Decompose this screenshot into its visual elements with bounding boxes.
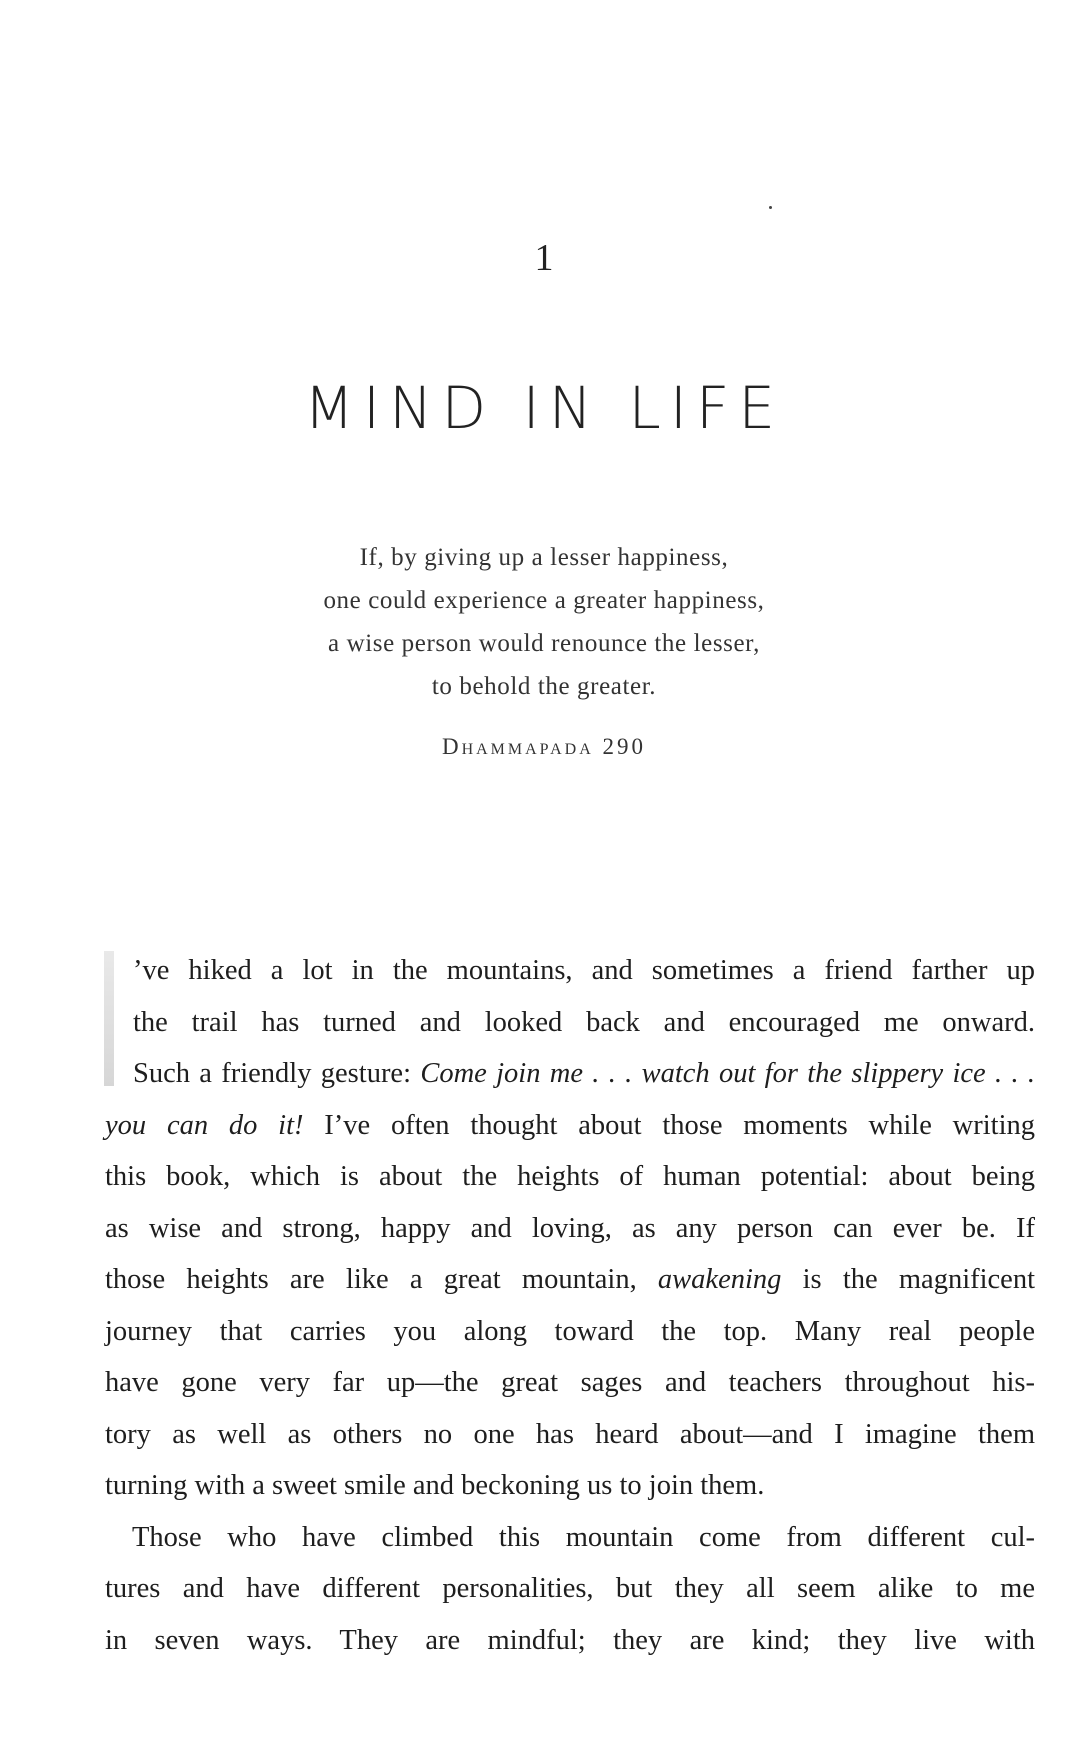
body-text-run: those heights are like a great mountain, (105, 1264, 658, 1295)
body-text-run: Such a friendly gesture: (133, 1058, 421, 1089)
body-line: in seven ways. They are mindful; they are kind; they live with (105, 1624, 1035, 1656)
body-line: as wise and strong, happy and loving, as any person can ever be. If (105, 1212, 1035, 1244)
epigraph-line: If, by giving up a lesser happiness, (359, 544, 729, 571)
body-line: Those who have climbed this mountain come from different cul- (132, 1521, 1035, 1553)
body-line (105, 1100, 1035, 1152)
body-italic-run: you can do it! (105, 1109, 304, 1141)
epigraph-attribution: Dhammapada 290 (441, 734, 647, 759)
body-italic-run: Come join me . . . watch out for the slippery ice . . . (420, 1058, 1035, 1089)
body-line: have gone very far up—the great sages and teachers throughout his- (105, 1367, 1035, 1398)
body-line: journey that carries you along toward the top. Many real people (105, 1315, 1035, 1347)
body-line: turning with a sweet smile and beckoning us to join them. (105, 1470, 765, 1501)
body-text (105, 945, 1035, 1666)
epigraph-line: one could experience a greater happiness, (323, 587, 765, 614)
epigraph-line: a wise person would renounce the lesser, (328, 630, 760, 657)
epigraph (0, 536, 1088, 708)
body-italic-run: awakening (657, 1264, 782, 1295)
chapter-number: 1 (534, 237, 554, 279)
chapter-title: MIND IN LIFE (304, 374, 784, 442)
body-line: this book, which is about the heights of human potential: about being (105, 1161, 1035, 1192)
body-line: tory as well as others no one has heard about—and I imagine them (105, 1418, 1035, 1450)
epigraph-line: to behold the greater. (431, 673, 657, 700)
body-line: tures and have different personalities, but they all seem alike to me (105, 1573, 1035, 1604)
body-line (105, 1254, 1035, 1306)
body-line (105, 1048, 1035, 1100)
body-line: ’ve hiked a lot in the mountains, and sometimes a friend farther up (133, 955, 1035, 986)
body-text-run: is the magnificent (781, 1264, 1035, 1295)
stray-mark (769, 206, 772, 209)
body-line: the trail has turned and looked back and encouraged me onward. (133, 1006, 1035, 1038)
body-text-run: I’ve often thought about those moments while writing (303, 1109, 1035, 1141)
